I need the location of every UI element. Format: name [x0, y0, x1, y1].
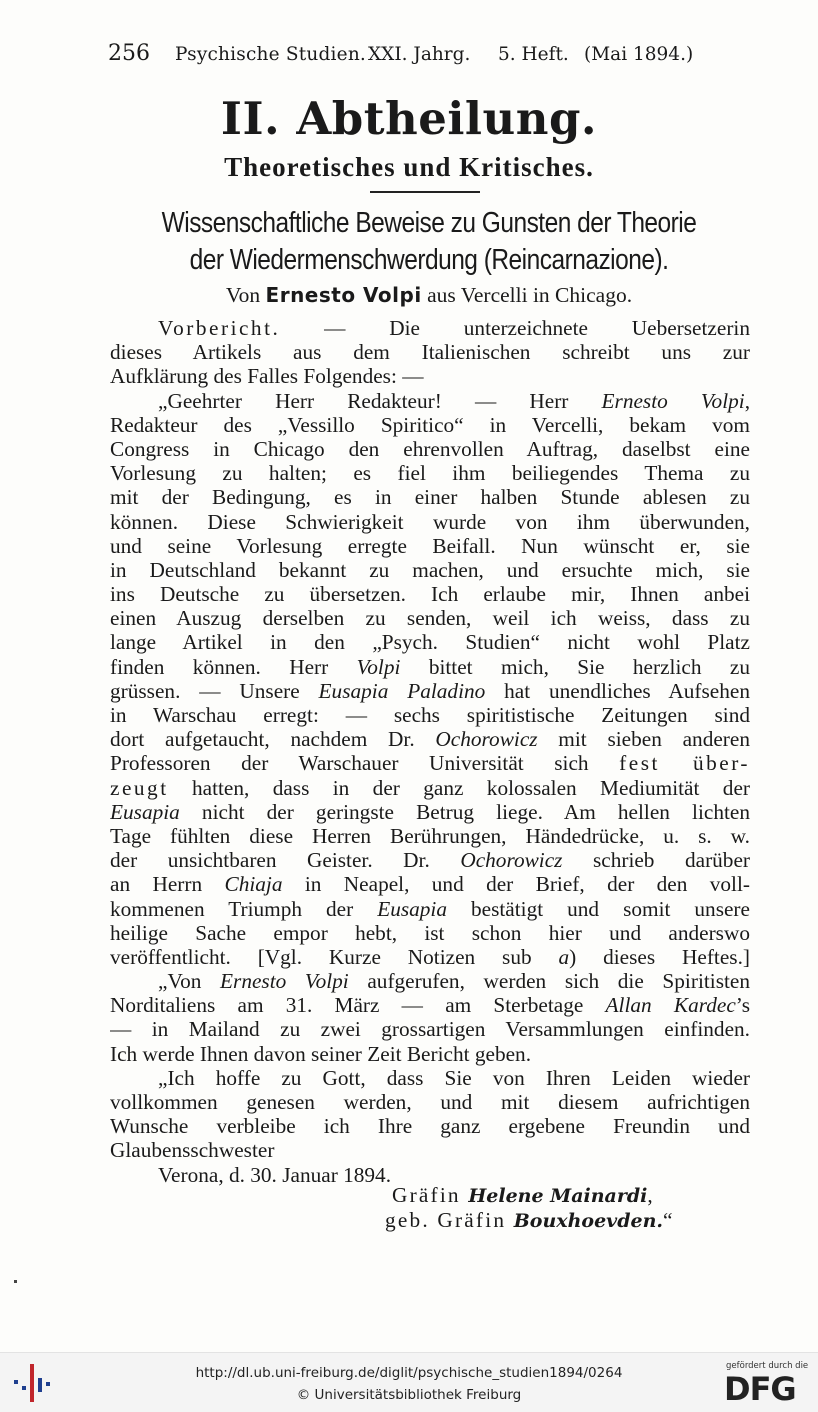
article-title-line: Wissenschaftliche Beweise zu Gunsten der Theorie — [161, 207, 697, 239]
text-line — [110, 897, 750, 921]
text-run: schrieb darüber — [562, 848, 750, 873]
byline-suffix: aus Vercelli in Chicago. — [427, 283, 633, 307]
text-run: „Geehrter Herr Redakteur! — Herr — [158, 388, 602, 413]
text-run: Ernesto Volpi — [220, 969, 349, 994]
signature-title: Gräfin — [392, 1183, 469, 1207]
text-run: Ochorowicz — [460, 848, 563, 873]
text-run: dort aufgetaucht, nachdem Dr. — [110, 727, 436, 752]
text-run: Allan Kardec — [605, 993, 736, 1018]
text-line: Verona, d. 30. Januar 1894. — [158, 1162, 392, 1187]
article-title — [0, 205, 818, 279]
text-run: nicht der geringste Betrug liege. Am hellen lichten — [179, 799, 750, 824]
text-line: in Deutschland bekannt zu machen, und ersuchte mich, sie — [110, 557, 750, 582]
issue-number: 5. Heft. — [498, 44, 569, 65]
scan-speck — [14, 1280, 17, 1283]
signature-name: Bouxhoevden. — [513, 1210, 664, 1232]
text-line: können. Diese Schwierigkeit wurde von ihm überwunden, — [110, 509, 750, 534]
text-run: ) dieses Heftes.] — [569, 944, 750, 969]
text-line — [110, 776, 750, 800]
text-run: bittet mich, Sie herzlich zu — [400, 654, 750, 679]
text-line — [110, 969, 750, 993]
journal-year: XXI. Jahrg. — [368, 44, 471, 65]
copyright-notice: © Universitätsbibliothek Freiburg — [296, 1387, 522, 1403]
section-title: II. Abtheilung. — [220, 92, 598, 145]
signature-punct: , — [647, 1183, 653, 1207]
text-run: Norditaliens am 31. März — am Sterbetage — [110, 993, 606, 1018]
text-run: kommenen Triumph der — [110, 896, 378, 921]
text-run: finden können. Herr — [110, 654, 357, 679]
source-url-link[interactable]: http://dl.ub.uni-freiburg.de/diglit/psychische_studien1894/0264 — [195, 1365, 623, 1381]
signature-line — [385, 1208, 672, 1233]
journal-name: Psychische Studien. — [175, 44, 367, 65]
text-line — [110, 679, 750, 703]
text-line — [110, 872, 750, 896]
page-number: 256 — [108, 41, 150, 66]
signature-name: Helene Mainardi — [468, 1185, 648, 1207]
text-line: Glaubensschwester — [110, 1138, 275, 1163]
text-run: mit sieben anderen — [537, 727, 750, 752]
author-name: Ernesto Volpi — [265, 283, 422, 307]
text-run: grüssen. — Unsere — [110, 678, 319, 703]
section-divider — [370, 191, 480, 193]
section-subtitle: Theoretisches und Kritisches. — [224, 152, 594, 182]
text-line: und seine Vorlesung erregte Beifall. Nun wünscht er, sie — [110, 533, 750, 558]
dfg-logo-icon: DFG — [724, 1370, 796, 1408]
text-run: Ernesto Volpi — [601, 388, 745, 413]
text-run: hatten, dass in der ganz kolossalen Mediumität der — [168, 775, 750, 800]
text-line: mit der Bedingung, es in einer halben Stunde ablesen zu — [110, 485, 750, 510]
text-run: fest über- — [619, 751, 750, 776]
text-line: ins Deutsche zu übersetzen. Ich erlaube mir, Ihnen anbei — [110, 582, 750, 607]
signature-punct: “ — [663, 1208, 673, 1232]
text-line — [110, 993, 750, 1017]
text-run: bestätigt und somit unsere — [447, 896, 750, 921]
text-run: der unsichtbaren Geister. Dr. — [110, 848, 461, 873]
text-line: vollkommen genesen werden, und mit diesem aufrichtigen — [110, 1090, 750, 1114]
text-line — [110, 316, 750, 340]
dfg-caption: gefördert durch die — [726, 1361, 809, 1371]
text-run: veröffentlicht. [Vgl. Kurze Notizen sub — [110, 944, 559, 969]
text-run: — Die unterzeichnete Uebersetzerin — [280, 316, 750, 340]
text-line: Tage fühlten diese Herren Berührungen, Händedrücke, u. s. w. — [110, 823, 750, 848]
text-run: Chiaja — [224, 872, 283, 897]
text-run: zeugt — [110, 775, 169, 800]
text-line: Wunsche verbleibe ich Ihre ganz ergebene Freundin und — [110, 1114, 750, 1139]
issue-date: (Mai 1894.) — [584, 44, 694, 65]
text-run: Eusapia — [110, 799, 180, 824]
text-line — [110, 848, 750, 872]
text-line: Aufklärung des Falles Folgendes: — — [110, 364, 424, 389]
text-run: Volpi — [356, 654, 401, 679]
text-line: Congress in Chicago den ehrenvollen Auftrag, daselbst eine — [110, 436, 750, 461]
text-line: einen Auszug derselben zu senden, weil ich weiss, dass zu — [110, 606, 750, 631]
text-line: lange Artikel in den „Psych. Studien“ nicht wohl Platz — [110, 630, 750, 655]
text-line — [110, 389, 750, 413]
text-run: aufgerufen, werden sich die Spiritisten — [348, 969, 750, 994]
text-line: dieses Artikels aus dem Italienischen schreibt uns zur — [110, 340, 750, 365]
text-line: — in Mailand zu zwei grossartigen Versammlungen einfinden. — [110, 1017, 750, 1042]
text-line: heilige Sache empor hebt, ist schon hier und anderswo — [110, 920, 750, 945]
text-line — [110, 751, 750, 775]
text-line: Ich werde Ihnen davon seiner Zeit Bericht geben. — [110, 1041, 532, 1066]
text-line — [110, 727, 750, 751]
article-title-line: der Wiedermenschwerdung (Reincarnazione). — [189, 244, 669, 276]
digitization-footer — [0, 1352, 818, 1412]
text-line — [110, 945, 750, 969]
text-line: Vorlesung zu halten; es fiel ihm beiliegendes Thema zu — [110, 461, 750, 486]
running-header — [108, 41, 748, 74]
article-body — [110, 316, 750, 1187]
text-run: Ochorowicz — [435, 727, 538, 752]
text-run: Professoren der Warschauer Universität sich — [110, 751, 620, 776]
text-line: „Ich hoffe zu Gott, dass Sie von Ihren Leiden wieder — [158, 1065, 750, 1090]
signature-title: geb. Gräfin — [385, 1208, 514, 1232]
byline-prefix: Von — [225, 283, 261, 307]
text-run: Eusapia — [377, 896, 447, 921]
text-run: in Neapel, und der Brief, der den voll- — [282, 872, 750, 897]
text-run: ’s — [735, 993, 750, 1018]
text-line — [110, 800, 750, 824]
text-line: in Warschau erregt: — sechs spiritistische Zeitungen sind — [110, 703, 750, 727]
text-line: Redakteur des „Vessillo Spiritico“ in Vercelli, bekam vom — [110, 412, 750, 437]
article-byline — [0, 283, 818, 308]
text-line — [110, 655, 750, 679]
text-run: hat unendliches Aufsehen — [485, 678, 750, 703]
text-run: an Herrn — [110, 872, 225, 897]
text-run: a — [558, 944, 570, 969]
text-run: Vorbericht. — [158, 316, 281, 340]
signature-line — [392, 1183, 653, 1208]
text-run: Eusapia Paladino — [318, 678, 486, 703]
text-run: , — [744, 388, 750, 413]
text-run: „Von — [158, 969, 221, 994]
